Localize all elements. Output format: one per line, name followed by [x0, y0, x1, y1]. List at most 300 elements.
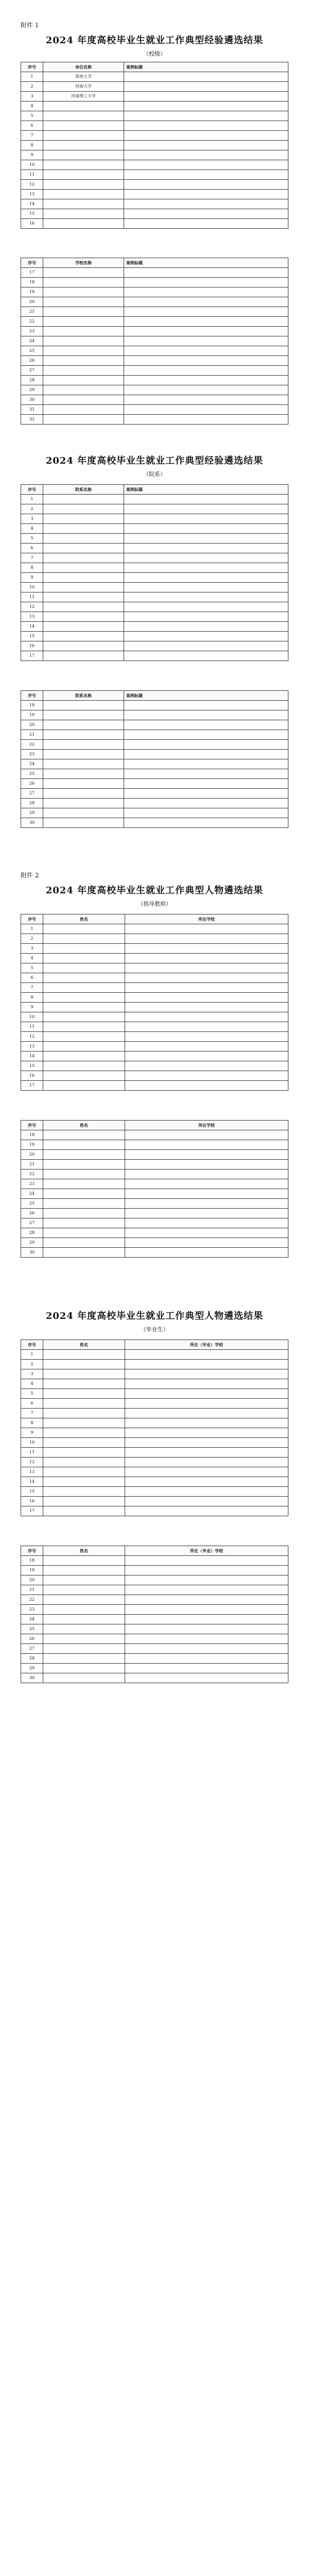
table-cell: 24: [21, 336, 43, 346]
table-row: [21, 1477, 288, 1487]
table-cell: [124, 504, 288, 514]
table-row: [21, 1409, 288, 1418]
table-cell: [124, 818, 288, 828]
table-cell: [43, 395, 124, 405]
table-cell: [124, 730, 288, 740]
table-cell: [124, 327, 288, 336]
table-cell: 13: [21, 1042, 43, 1052]
table-cell: [124, 346, 288, 356]
table-row: [21, 336, 288, 346]
table-cell: [125, 1022, 288, 1032]
table-cell: [43, 1467, 125, 1477]
column-header: 所在（毕业）学校: [125, 1546, 288, 1556]
table-cell: [43, 131, 124, 141]
table-cell: [125, 1644, 288, 1654]
table-row: [21, 287, 288, 297]
table-row: [21, 1228, 288, 1238]
column-header: 案例标题: [124, 485, 288, 495]
table-row: [21, 1179, 288, 1189]
table-cell: 18: [21, 1556, 43, 1566]
table-cell: [125, 1032, 288, 1042]
table-row: [21, 710, 288, 720]
table-cell: 1: [21, 924, 43, 934]
table-cell: 30: [21, 1673, 43, 1683]
table-row: [21, 1369, 288, 1379]
column-header: 所在（毕业）学校: [125, 1340, 288, 1350]
table-cell: [125, 1160, 288, 1170]
table-cell: [43, 1654, 125, 1664]
table-cell: 25: [21, 1199, 43, 1209]
table-cell: 22: [21, 740, 43, 750]
table-cell: [43, 356, 124, 366]
table-row: [21, 602, 288, 612]
table-row: [21, 190, 288, 199]
table-cell: 1: [21, 495, 43, 504]
table-cell: [43, 101, 124, 111]
table-header-row: [21, 258, 288, 268]
table-row: [21, 1664, 288, 1673]
table-row: [21, 993, 288, 1003]
table-cell: 21: [21, 730, 43, 740]
table-row: [21, 101, 288, 111]
table-cell: [43, 1615, 125, 1624]
table-cell: [125, 993, 288, 1003]
table-row: [21, 954, 288, 963]
table-cell: [125, 1081, 288, 1091]
table-cell: 22: [21, 317, 43, 327]
table-cell: [125, 1418, 288, 1428]
table-row: [21, 356, 288, 366]
table-cell: [124, 415, 288, 425]
table-cell: [43, 1238, 125, 1248]
table-cell: [125, 934, 288, 944]
table-cell: [124, 405, 288, 415]
table-row: [21, 395, 288, 405]
table-cell: 18: [21, 701, 43, 710]
table-cell: [43, 1428, 125, 1438]
table-cell: 7: [21, 131, 43, 141]
table-row: [21, 1238, 288, 1248]
table-cell: [125, 1350, 288, 1360]
table-cell: 29: [21, 808, 43, 818]
table-cell: [124, 534, 288, 544]
table-cell: [124, 180, 288, 190]
table-cell: 28: [21, 376, 43, 385]
table-cell: 20: [21, 1150, 43, 1160]
table-row: [21, 1209, 288, 1218]
column-header: 姓名: [43, 914, 125, 924]
table-cell: [124, 769, 288, 779]
table-cell: [43, 190, 124, 199]
table-row: [21, 963, 288, 973]
table-cell: 29: [21, 1238, 43, 1248]
table-header-row: [21, 1340, 288, 1350]
table-row: [21, 1644, 288, 1654]
table-cell: [43, 701, 124, 710]
table-cell: 16: [21, 1071, 43, 1081]
table-row: [21, 514, 288, 524]
results-table: [21, 1120, 288, 1258]
table-row: [21, 307, 288, 317]
section-title: 2024 年度高校毕业生就业工作典型经验遴选结果: [45, 455, 264, 466]
table-cell: [43, 297, 124, 307]
table-row: [21, 1379, 288, 1389]
table-row: [21, 504, 288, 514]
table-row: [21, 720, 288, 730]
table-row: [21, 924, 288, 934]
table-cell: [43, 954, 125, 963]
table-row: [21, 583, 288, 592]
table-cell: [124, 101, 288, 111]
table-cell: [43, 278, 124, 287]
table-row: [21, 1634, 288, 1644]
table-cell: 8: [21, 993, 43, 1003]
table-cell: [43, 180, 124, 190]
table-row: [21, 573, 288, 583]
table-row: [21, 592, 288, 602]
table-cell: [125, 983, 288, 993]
table-cell: [125, 1566, 288, 1575]
column-header: 序号: [21, 914, 43, 924]
table-cell: 21: [21, 1585, 43, 1595]
table-cell: [125, 1506, 288, 1516]
table-cell: [124, 278, 288, 287]
table-cell: 10: [21, 1438, 43, 1448]
table-row: [21, 385, 288, 395]
table-cell: [43, 818, 124, 828]
table-cell: [124, 336, 288, 346]
table-cell: [43, 1179, 125, 1189]
table-cell: 4: [21, 101, 43, 111]
table-row: [21, 1389, 288, 1399]
table-cell: [43, 209, 124, 219]
table-cell: [124, 219, 288, 229]
table-cell: 9: [21, 1003, 43, 1012]
section-subtitle: （校级）: [143, 50, 166, 57]
table-cell: [43, 789, 124, 799]
table-row: [21, 934, 288, 944]
table-cell: [43, 632, 124, 641]
table-header-row: [21, 1546, 288, 1556]
table-cell: 18: [21, 278, 43, 287]
table-cell: [43, 622, 124, 632]
table-cell: [125, 1379, 288, 1389]
table-cell: 26: [21, 356, 43, 366]
table-cell: 25: [21, 346, 43, 356]
table-cell: 2: [21, 934, 43, 944]
table-cell: [124, 524, 288, 534]
table-cell: 8: [21, 1418, 43, 1428]
table-row: [21, 495, 288, 504]
table-cell: [43, 405, 124, 415]
table-cell: 16: [21, 1497, 43, 1506]
table-cell: 5: [21, 963, 43, 973]
table-row: [21, 1615, 288, 1624]
table-cell: [43, 1061, 125, 1071]
table-row: [21, 1399, 288, 1409]
table-cell: 20: [21, 720, 43, 730]
table-cell: 4: [21, 524, 43, 534]
table-cell: 7: [21, 553, 43, 563]
table-cell: [125, 1170, 288, 1179]
table-row: [21, 1160, 288, 1170]
table-cell: [43, 553, 124, 563]
table-cell: 6: [21, 1399, 43, 1409]
table-cell: [43, 740, 124, 750]
table-cell: [124, 170, 288, 180]
table-row: [21, 534, 288, 544]
table-cell: 14: [21, 622, 43, 632]
table-row: [21, 346, 288, 356]
table-cell: [125, 1199, 288, 1209]
table-cell: [125, 1150, 288, 1160]
table-row: [21, 1360, 288, 1369]
table-cell: [43, 592, 124, 602]
table-row: [21, 297, 288, 307]
column-header: 序号: [21, 1121, 43, 1130]
table-cell: 30: [21, 395, 43, 405]
table-cell: [124, 297, 288, 307]
table-cell: 23: [21, 327, 43, 336]
table-cell: 23: [21, 1179, 43, 1189]
table-row: [21, 1673, 288, 1683]
table-cell: [125, 1487, 288, 1497]
table-row: [21, 1595, 288, 1605]
table-cell: [125, 1428, 288, 1438]
results-table: [21, 690, 288, 828]
table-row: [21, 799, 288, 808]
table-row: [21, 219, 288, 229]
table-cell: [124, 602, 288, 612]
table-cell: 10: [21, 1012, 43, 1022]
table-cell: 7: [21, 1409, 43, 1418]
table-cell: [43, 1664, 125, 1673]
table-cell: [43, 1140, 125, 1150]
table-row: [21, 1605, 288, 1615]
table-cell: [125, 954, 288, 963]
table-cell: [124, 307, 288, 317]
table-row: [21, 808, 288, 818]
table-cell: [125, 973, 288, 983]
table-cell: [43, 1477, 125, 1487]
column-header: 单位名称: [43, 62, 124, 72]
table-cell: 8: [21, 563, 43, 573]
table-cell: [43, 993, 125, 1003]
table-cell: 4: [21, 1379, 43, 1389]
table-cell: [125, 1477, 288, 1487]
table-cell: [43, 199, 124, 209]
table-cell: [125, 1438, 288, 1448]
column-header: 姓名: [43, 1121, 125, 1130]
table-cell: [43, 1409, 125, 1418]
table-row: [21, 1032, 288, 1042]
table-cell: 19: [21, 710, 43, 720]
table-cell: [43, 730, 124, 740]
table-cell: 19: [21, 287, 43, 297]
table-cell: [125, 1575, 288, 1585]
table-cell: [125, 1061, 288, 1071]
table-row: [21, 92, 288, 101]
table-cell: 13: [21, 612, 43, 622]
table-row: [21, 1130, 288, 1140]
table-cell: 25: [21, 1624, 43, 1634]
table-header-row: [21, 62, 288, 72]
column-header: 序号: [21, 1340, 43, 1350]
table-cell: [124, 82, 288, 92]
column-header: 学校名称: [43, 258, 124, 268]
table-cell: 17: [21, 1506, 43, 1516]
table-cell: [43, 1350, 125, 1360]
table-cell: [43, 1389, 125, 1399]
results-table: [21, 914, 288, 1091]
table-cell: [43, 612, 124, 622]
table-cell: 31: [21, 405, 43, 415]
table-cell: 17: [21, 1081, 43, 1091]
table-row: [21, 1624, 288, 1634]
table-row: [21, 730, 288, 740]
table-cell: [43, 1634, 125, 1644]
table-row: [21, 405, 288, 415]
table-cell: [43, 779, 124, 789]
table-cell: [43, 1042, 125, 1052]
table-cell: 2: [21, 1360, 43, 1369]
table-cell: [43, 1624, 125, 1634]
table-cell: [124, 121, 288, 131]
results-table: [21, 1340, 288, 1516]
table-cell: [125, 1189, 288, 1199]
table-row: [21, 1506, 288, 1516]
table-cell: [124, 209, 288, 219]
table-cell: 11: [21, 1022, 43, 1032]
table-cell: 17: [21, 268, 43, 278]
table-cell: [124, 199, 288, 209]
table-cell: 10: [21, 583, 43, 592]
table-cell: [125, 1673, 288, 1683]
table-cell: 21: [21, 1160, 43, 1170]
table-cell: 7: [21, 983, 43, 993]
table-cell: [124, 366, 288, 376]
table-row: [21, 72, 288, 82]
table-cell: 5: [21, 1389, 43, 1399]
table-cell: [43, 111, 124, 121]
table-cell: [43, 973, 125, 983]
column-header: 序号: [21, 691, 43, 701]
table-cell: [125, 924, 288, 934]
column-header: 序号: [21, 485, 43, 495]
table-cell: [43, 1360, 125, 1369]
table-cell: [124, 720, 288, 730]
table-cell: 12: [21, 1458, 43, 1467]
table-row: [21, 111, 288, 121]
table-row: [21, 82, 288, 92]
table-cell: [124, 622, 288, 632]
table-row: [21, 524, 288, 534]
column-header: 院系名称: [43, 485, 124, 495]
table-row: [21, 1150, 288, 1160]
table-cell: [125, 1012, 288, 1022]
table-cell: [43, 1575, 125, 1585]
table-row: [21, 1003, 288, 1012]
table-cell: [43, 121, 124, 131]
table-cell: [43, 385, 124, 395]
table-header-row: [21, 1121, 288, 1130]
table-row: [21, 1248, 288, 1258]
table-cell: [43, 307, 124, 317]
table-cell: [43, 336, 124, 346]
table-cell: 9: [21, 1428, 43, 1438]
table-cell: 17: [21, 651, 43, 661]
table-cell: [43, 934, 125, 944]
table-row: [21, 268, 288, 278]
table-cell: [124, 779, 288, 789]
table-row: [21, 983, 288, 993]
table-cell: [124, 141, 288, 150]
table-cell: [124, 641, 288, 651]
table-cell: [43, 160, 124, 170]
table-row: [21, 769, 288, 779]
table-cell: [43, 376, 124, 385]
table-cell: 15: [21, 1061, 43, 1071]
table-cell: [43, 1071, 125, 1081]
table-cell: 21: [21, 307, 43, 317]
section-subtitle: （院系）: [143, 471, 166, 478]
table-row: [21, 701, 288, 710]
table-cell: 27: [21, 1644, 43, 1654]
table-row: [21, 1081, 288, 1091]
table-cell: 27: [21, 1218, 43, 1228]
table-row: [21, 779, 288, 789]
table-row: [21, 1497, 288, 1506]
table-cell: 9: [21, 150, 43, 160]
column-header: 序号: [21, 62, 43, 72]
table-cell: [125, 1209, 288, 1218]
table-cell: 30: [21, 1248, 43, 1258]
table-cell: [43, 1379, 125, 1389]
table-row: [21, 759, 288, 769]
table-cell: [124, 563, 288, 573]
table-cell: [43, 327, 124, 336]
table-row: [21, 1170, 288, 1179]
table-row: [21, 1448, 288, 1458]
table-cell: 11: [21, 1448, 43, 1458]
table-cell: [125, 1654, 288, 1664]
table-cell: [124, 632, 288, 641]
table-cell: [125, 944, 288, 954]
table-row: [21, 789, 288, 799]
table-cell: [43, 1170, 125, 1179]
table-row: [21, 366, 288, 376]
table-cell: 28: [21, 1228, 43, 1238]
table-cell: 河南理工大学: [43, 92, 124, 101]
table-cell: [124, 160, 288, 170]
table-row: [21, 1467, 288, 1477]
table-cell: [124, 789, 288, 799]
table-cell: [43, 963, 125, 973]
table-cell: [124, 799, 288, 808]
table-header-row: [21, 691, 288, 701]
table-cell: 28: [21, 799, 43, 808]
table-cell: 5: [21, 111, 43, 121]
table-cell: [124, 150, 288, 160]
table-cell: [43, 759, 124, 769]
table-cell: 11: [21, 170, 43, 180]
table-cell: [125, 1497, 288, 1506]
column-header: 案例标题: [124, 691, 288, 701]
table-cell: [124, 514, 288, 524]
table-cell: [43, 563, 124, 573]
table-cell: [43, 1032, 125, 1042]
table-cell: [43, 769, 124, 779]
